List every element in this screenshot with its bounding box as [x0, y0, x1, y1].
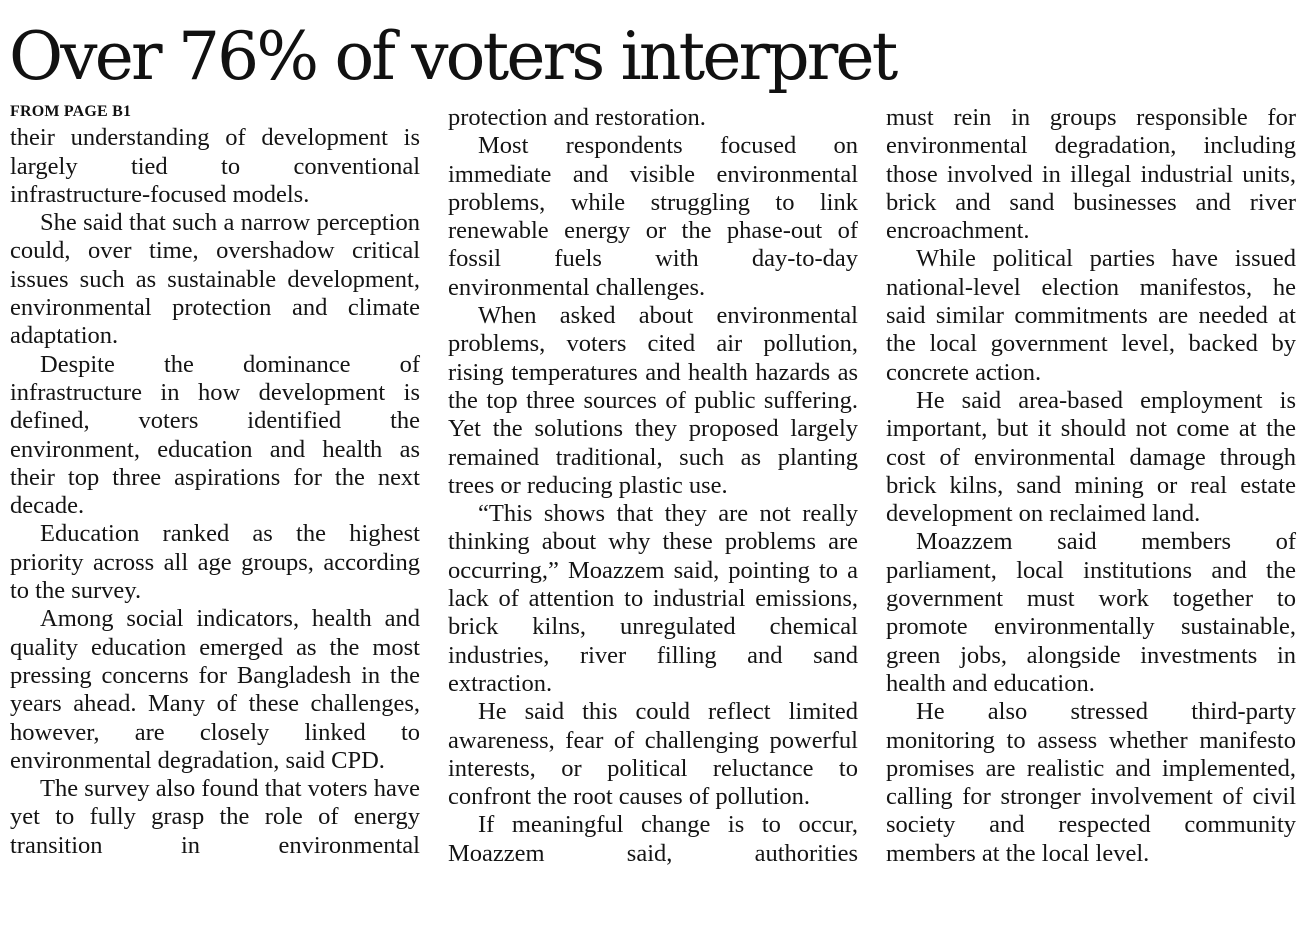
article-column-1	[10, 104, 420, 860]
article-column-2	[448, 104, 858, 868]
paragraph: “This shows that they are not really thinking about why these problems are occurring,” Moazzem said, pointing to a lack of attention to industrial emissions, brick kilns, unregulated chemical industries, river filling and sand extraction.	[448, 500, 858, 697]
paragraph: their understanding of development is largely tied to conventional infrastructure-focused models.	[10, 124, 420, 208]
paragraph: He also stressed third-party monitoring to assess whether manifesto promises are realistic and implemented, calling for stronger involvement of civil society and respected community members at the local level.	[886, 698, 1296, 867]
article-column-3	[886, 104, 1296, 868]
paragraph: Despite the dominance of infrastructure in how development is defined, voters identified the environment, education and health as their top three aspirations for the next decade.	[10, 350, 420, 520]
paragraph: Education ranked as the highest priority across all age groups, according to the survey.	[10, 520, 420, 605]
paragraph: She said that such a narrow perception could, over time, overshadow critical issues such as sustainable development, environmental protection and climate adaptation.	[10, 209, 420, 350]
paragraph: He said area-based employment is important, but it should not come at the cost of environmental damage through brick kilns, sand mining or real estate development on reclaimed land.	[886, 386, 1296, 528]
paragraph: must rein in groups responsible for environmental degradation, including those involved in illegal industrial units, brick and sand businesses and river encroachment.	[886, 104, 1296, 245]
headline: Over 76% of voters interpret	[9, 18, 896, 95]
paragraph: The survey also found that voters have yet to fully grasp the role of energy transition in environmental	[10, 775, 420, 859]
paragraph: Moazzem said members of parliament, local institutions and the government must work together to promote environmentally sustainable, green jobs, alongside investments in health and education.	[886, 528, 1296, 697]
paragraph: If meaningful change is to occur, Moazzem said, authorities	[448, 811, 858, 867]
paragraph: Most respondents focused on immediate and visible environmental problems, while struggling to link renewable energy or the phase-out of fossil fuels with day-to-day environmental challenges.	[448, 132, 858, 301]
paragraph: While political parties have issued national-level election manifestos, he said similar commitments are needed at the local government level, backed by concrete action.	[886, 245, 1296, 386]
paragraph: Among social indicators, health and quality education emerged as the most pressing concerns for Bangladesh in the years ahead. Many of these challenges, however, are closely linked to environmental degradation, said CPD.	[10, 605, 420, 774]
paragraph: When asked about environmental problems, voters cited air pollution, rising temperatures and health hazards as the top three sources of public suffering. Yet the solutions they proposed largely remained traditional, such as planting trees or reducing plastic use.	[448, 302, 858, 499]
continuation-kicker: FROM PAGE B1	[10, 103, 132, 120]
paragraph: He said this could reflect limited awareness, fear of challenging powerful interests, or political reluctance to confront the root causes of pollution.	[448, 698, 858, 811]
paragraph: protection and restoration.	[448, 104, 706, 131]
